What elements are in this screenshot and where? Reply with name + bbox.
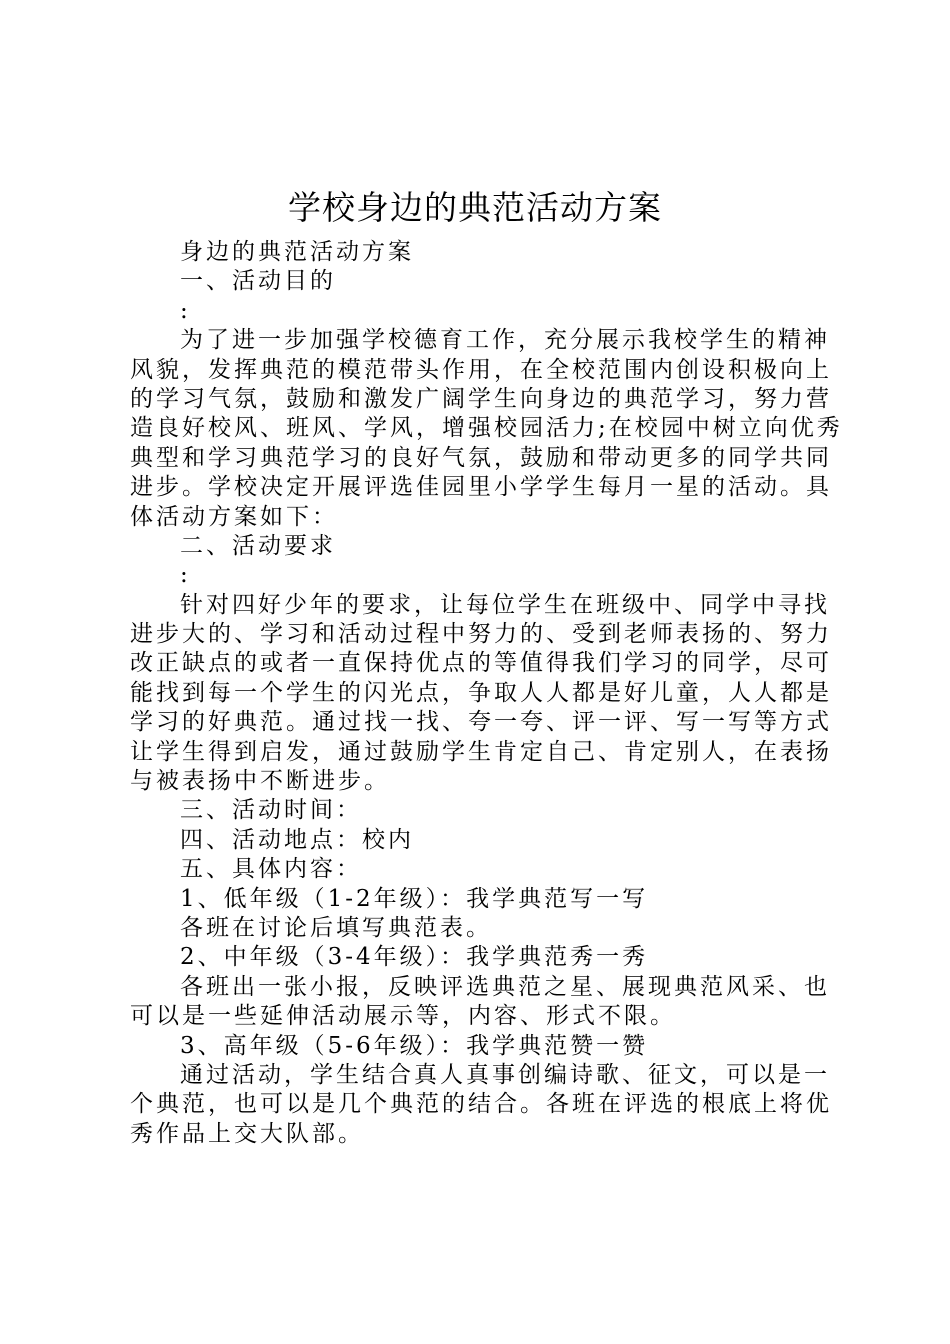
text-line: 三、活动时间： (180, 797, 362, 824)
text-line: 四、活动地点：校内 (180, 826, 414, 853)
text-line: 风貌，发挥典范的模范带头作用，在全校范围内创设积极向上 (130, 356, 832, 383)
text-line: 进步。学校决定开展评选佳园里小学学生每月一星的活动。具 (130, 474, 832, 501)
text-line: 可以是一些延伸活动展示等，内容、形式不限。 (130, 1003, 676, 1030)
text-line: 2、中年级（3-4年级）：我学典范秀一秀 (180, 944, 649, 971)
text-line: : (180, 297, 191, 324)
text-line: 进步大的、学习和活动过程中努力的、受到老师表扬的、努力 (130, 621, 832, 648)
text-line: 的学习气氛，鼓励和激发广阔学生向身边的典范学习，努力营 (130, 385, 832, 412)
text-line: : (180, 562, 191, 589)
text-line: 一、活动目的 (180, 268, 336, 295)
text-line: 二、活动要求 (180, 532, 336, 559)
text-line: 改正缺点的或者一直保持优点的等值得我们学习的同学，尽可 (130, 650, 832, 677)
document-title: 学校身边的典范活动方案 (288, 188, 662, 227)
text-line: 1、低年级（1-2年级）：我学典范写一写 (180, 885, 649, 912)
text-line: 个典范，也可以是几个典范的结合。各班在评选的根底上将优 (130, 1091, 832, 1118)
text-line: 体活动方案如下： (130, 503, 338, 530)
text-line: 身边的典范活动方案 (180, 239, 414, 265)
text-line: 秀作品上交大队部。 (130, 1120, 364, 1147)
text-line: 通过活动，学生结合真人真事创编诗歌、征文，可以是一 (180, 1061, 830, 1088)
text-line: 为了进一步加强学校德育工作，充分展示我校学生的精神 (180, 327, 830, 354)
text-line: 与被表扬中不断进步。 (130, 768, 390, 795)
text-line: 让学生得到启发，通过鼓励学生肯定自己、肯定别人，在表扬 (130, 738, 832, 765)
text-line: 学习的好典范。通过找一找、夸一夸、评一评、写一写等方式 (130, 709, 832, 736)
text-line: 各班在讨论后填写典范表。 (180, 914, 492, 941)
text-line: 造良好校风、班风、学风，增强校园活力;在校园中树立向优秀 (130, 415, 843, 442)
text-line: 能找到每一个学生的闪光点，争取人人都是好儿童，人人都是 (130, 679, 832, 706)
text-line: 典型和学习典范学习的良好气氛，鼓励和带动更多的同学共同 (130, 444, 832, 471)
text-line: 3、高年级（5-6年级）：我学典范赞一赞 (180, 1032, 649, 1059)
document-body (130, 238, 843, 1149)
text-line: 五、具体内容： (180, 856, 362, 883)
text-line: 各班出一张小报，反映评选典范之星、展现典范风采、也 (180, 973, 830, 1000)
text-line: 针对四好少年的要求，让每位学生在班级中、同学中寻找 (180, 591, 830, 618)
